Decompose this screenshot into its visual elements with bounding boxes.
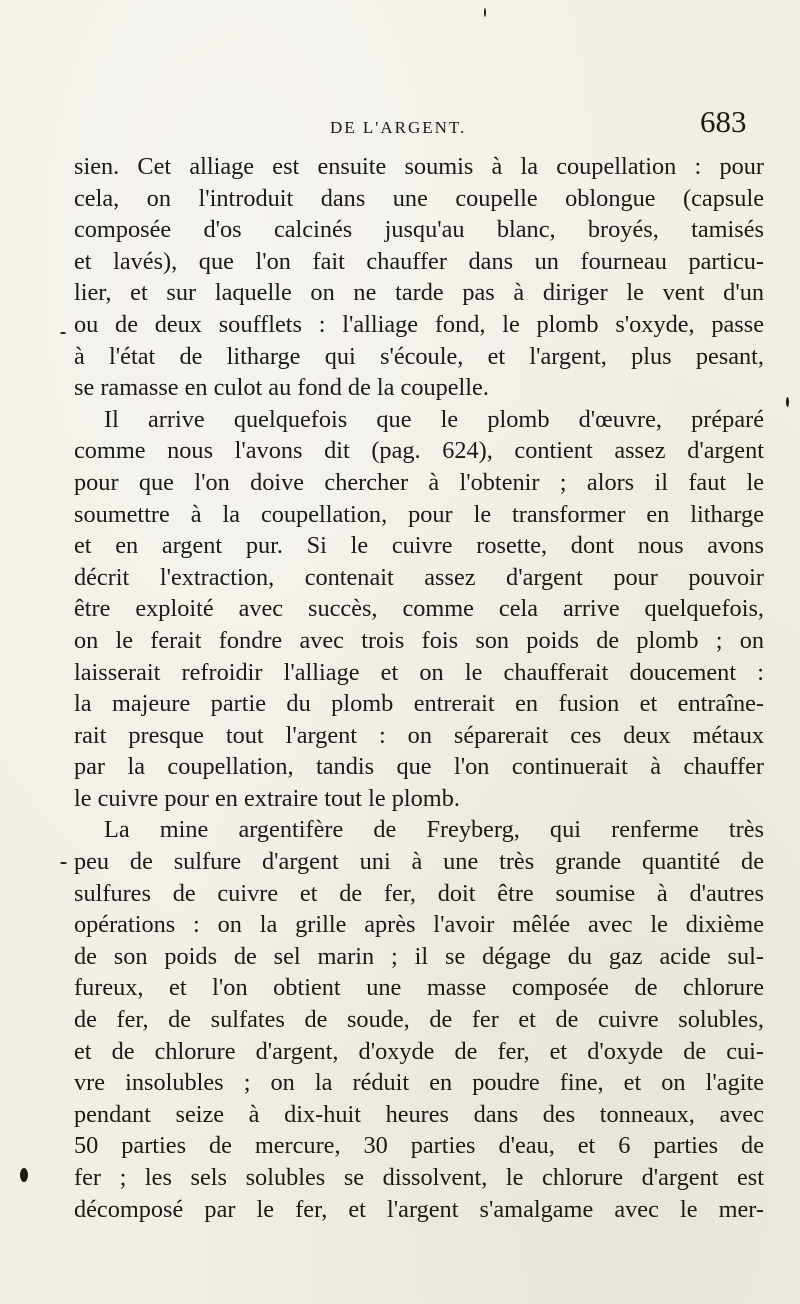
text-line: rait presque tout l'argent : on séparerait ces deux métaux: [74, 721, 764, 749]
text-line: être exploité avec succès, comme cela arrive quelquefois,: [74, 595, 764, 623]
text-line: de fer, de sulfates de soude, de fer et de cuivre solubles,: [74, 1006, 764, 1034]
text-line: on le ferait fondre avec trois fois son poids de plomb ; on: [74, 626, 764, 654]
text-line: fer ; les sels solubles se dissolvent, le chlorure d'argent est: [74, 1164, 764, 1191]
ink-speck: [60, 332, 66, 334]
text-line: vre insolubles ; on la réduit en poudre fine, et on l'agite: [74, 1069, 764, 1097]
text-line: et de chlorure d'argent, d'oxyde de fer, et d'oxyde de cui-: [74, 1037, 764, 1065]
text-line: et en argent pur. Si le cuivre rosette, dont nous avons: [74, 532, 764, 560]
page-number: 683: [700, 104, 747, 139]
text-line: par la coupellation, tandis que l'on continuerait à chauffer: [74, 753, 764, 781]
text-line: peu de sulfure d'argent uni à une très grande quantité de: [74, 848, 764, 876]
running-title: DE L'ARGENT.: [330, 118, 467, 137]
paragraph-1: [74, 151, 764, 404]
text-line: comme nous l'avons dit (pag. 624), contient assez d'argent: [74, 437, 764, 465]
ink-speck: [786, 397, 789, 407]
text-line: le cuivre pour en extraire tout le plomb.: [74, 784, 460, 812]
running-head: [0, 104, 800, 144]
text-line: pour que l'on doive chercher à l'obtenir ; alors il faut le: [74, 468, 764, 496]
text-line: opérations : on la grille après l'avoir mêlée avec le dixième: [74, 911, 764, 939]
paragraph-3: [74, 814, 764, 1225]
text-line: sien. Cet alliage est ensuite soumis à la coupellation : pour: [74, 153, 764, 180]
text-line: sulfures de cuivre et de fer, doit être soumise à d'autres: [74, 879, 764, 907]
text-line: la majeure partie du plomb entrerait en fusion et entraîne-: [74, 690, 764, 718]
text-line: fureux, et l'on obtient une masse composée de chlorure: [74, 974, 764, 1002]
paragraph-2: [74, 404, 764, 815]
text-line: pendant seize à dix-huit heures dans des tonneaux, avec: [74, 1100, 764, 1128]
text-line: décrit l'extraction, contenait assez d'argent pour pouvoir: [74, 563, 764, 591]
text-line: lier, et sur laquelle on ne tarde pas à diriger le vent d'un: [74, 279, 764, 307]
text-line: 50 parties de mercure, 30 parties d'eau, et 6 parties de: [74, 1132, 764, 1160]
text-line: se ramasse en culot au fond de la coupelle.: [74, 374, 489, 402]
ink-speck: [484, 8, 486, 17]
text-line: et lavés), que l'on fait chauffer dans un fourneau particu-: [74, 247, 764, 275]
text-line: laisserait refroidir l'alliage et on le chaufferait doucement :: [74, 658, 764, 686]
text-line: composée d'os calcinés jusqu'au blanc, broyés, tamisés: [74, 216, 764, 244]
text-line: à l'état de litharge qui s'écoule, et l'argent, plus pesant,: [74, 342, 764, 370]
text-line: ou de deux soufflets : l'alliage fond, le plomb s'oxyde, passe: [74, 310, 764, 338]
text-line: décomposé par le fer, et l'argent s'amalgame avec le mer-: [74, 1195, 764, 1223]
text-line: cela, on l'introduit dans une coupelle oblongue (capsule: [74, 184, 764, 212]
ink-speck: [60, 862, 67, 864]
text-line: La mine argentifère de Freyberg, qui renferme très: [104, 816, 764, 844]
body-text: [74, 151, 764, 1271]
text-line: soumettre à la coupellation, pour le transformer en litharge: [74, 500, 764, 528]
ink-speck: [20, 1168, 28, 1182]
text-line: de son poids de sel marin ; il se dégage du gaz acide sul-: [74, 942, 764, 970]
text-line: Il arrive quelquefois que le plomb d'œuvre, préparé: [104, 405, 764, 433]
